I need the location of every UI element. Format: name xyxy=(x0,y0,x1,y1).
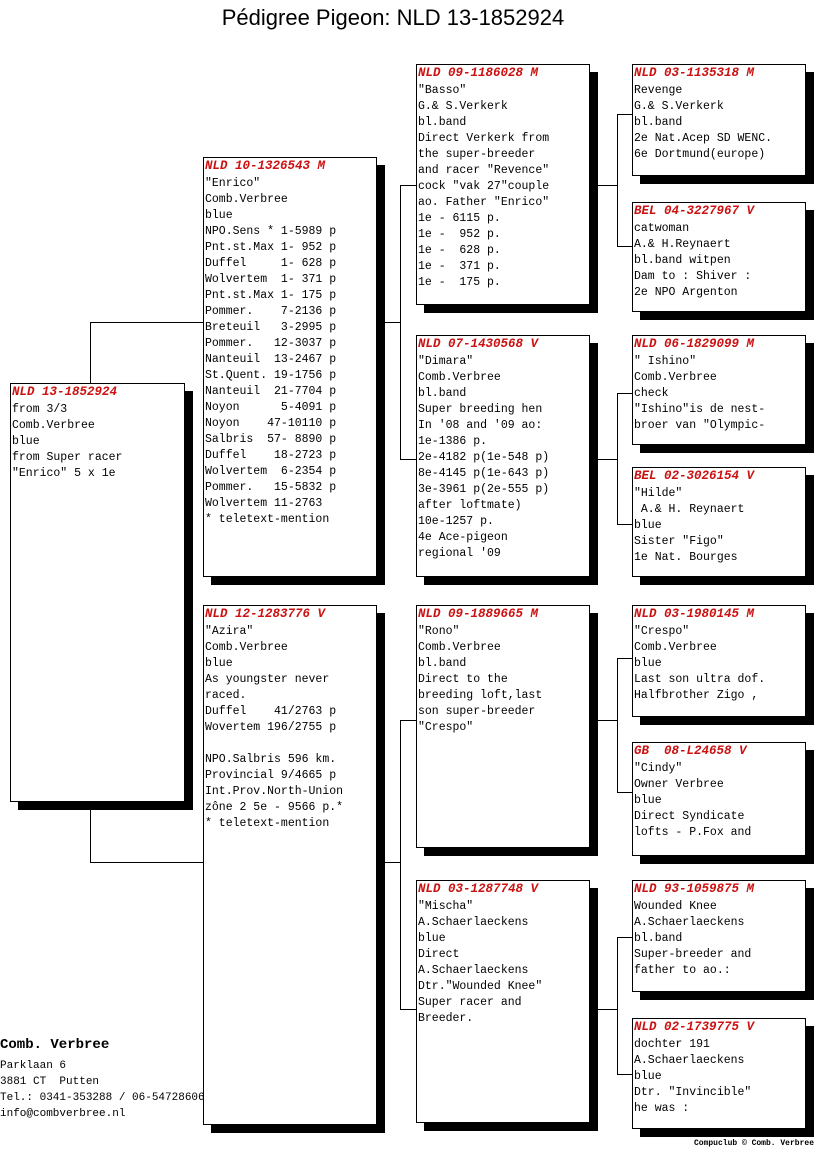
card-line: the super-breeder xyxy=(418,148,536,161)
card-line: Comb.Verbree xyxy=(205,641,288,654)
card-line: Comb.Verbree xyxy=(12,419,95,432)
card-line: Dam to : Shiver : xyxy=(634,270,752,283)
card-line: Dtr. "Invincible" xyxy=(634,1086,752,1099)
connector-line xyxy=(90,810,91,863)
card-line: Breeder. xyxy=(418,1012,474,1025)
card-line: Pnt.st.Max 1- 175 p xyxy=(205,289,337,302)
card-line: 1e Nat. Bourges xyxy=(634,551,738,564)
connector-line xyxy=(598,185,617,186)
card-line: A.& H.Reynaert xyxy=(634,238,731,251)
card-line: bl.band xyxy=(634,116,683,129)
phone-line: Tel.: 0341-353288 / 06-54728606 xyxy=(0,1092,205,1104)
card-line: "Crespo" xyxy=(418,721,474,734)
card-line: "Enrico" xyxy=(205,177,261,190)
card-line: Pommer. 15-5832 p xyxy=(205,481,337,494)
card-line: Super-breeder and xyxy=(634,948,752,961)
pigeon-card-dam-dam xyxy=(416,880,590,1123)
ring-number: NLD 10-1326543 M xyxy=(205,159,326,173)
card-line: "Crespo" xyxy=(634,625,690,638)
card-line: Noyon 5-4091 p xyxy=(205,401,337,414)
pigeon-card-sire xyxy=(203,157,377,577)
pigeon-card-dam-sire xyxy=(416,605,590,848)
ring-number: NLD 09-1889665 M xyxy=(418,607,539,621)
connector-line xyxy=(617,792,633,793)
connector-line xyxy=(400,1009,417,1010)
card-line: Noyon 47-10110 p xyxy=(205,417,337,430)
card-line xyxy=(205,736,376,752)
card-line: Owner Verbree xyxy=(634,778,724,791)
card-line: zône 2 5e - 9566 p.* xyxy=(205,801,344,814)
card-line: 1e - 952 p. xyxy=(418,228,501,241)
card-line: "Dimara" xyxy=(418,355,474,368)
card-line: Halfbrother Zigo , xyxy=(634,689,759,702)
pigeon-card-sire-dam-dam xyxy=(632,467,806,577)
ring-number: NLD 13-1852924 xyxy=(12,385,118,399)
owner-address xyxy=(0,1036,205,1122)
card-line: G.& S.Verkerk xyxy=(634,100,724,113)
card-line: and racer "Revence" xyxy=(418,164,550,177)
card-line: Comb.Verbree xyxy=(634,371,717,384)
card-line: from Super racer xyxy=(12,451,123,464)
pigeon-card-subject xyxy=(10,383,185,802)
card-line: 3e-3961 p(2e-555 p) xyxy=(418,483,550,496)
card-line: ao. Father "Enrico" xyxy=(418,196,550,209)
pigeon-card-dam-sire-sire xyxy=(632,605,806,717)
card-line: Direct Verkerk from xyxy=(418,132,550,145)
connector-line xyxy=(598,720,617,721)
connector-line xyxy=(400,720,417,721)
pigeon-card-dam-sire-dam xyxy=(632,742,806,856)
card-line: Nanteuil 13-2467 p xyxy=(205,353,337,366)
card-line: Super racer and xyxy=(418,996,522,1009)
card-line: broer van "Olympic- xyxy=(634,419,766,432)
card-line: Wolvertem 6-2354 p xyxy=(205,465,337,478)
card-line: Comb.Verbree xyxy=(205,193,288,206)
card-line: Comb.Verbree xyxy=(418,371,501,384)
card-line: bl.band xyxy=(418,387,467,400)
card-line: Dtr."Wounded Knee" xyxy=(418,980,543,993)
card-line: Revenge xyxy=(634,84,683,97)
card-line: Direct to the xyxy=(418,673,508,686)
connector-line xyxy=(617,114,618,247)
card-line: breeding loft,last xyxy=(418,689,543,702)
card-line: blue xyxy=(418,932,446,945)
card-line: Direct xyxy=(418,948,460,961)
connector-line xyxy=(598,1009,617,1010)
card-line: Provincial 9/4665 p xyxy=(205,769,337,782)
card-line: 4e Ace-pigeon xyxy=(418,531,508,544)
card-line: 1e - 175 p. xyxy=(418,276,501,289)
card-line: A.& H. Reynaert xyxy=(634,503,745,516)
connector-line xyxy=(617,658,633,659)
ring-number: NLD 02-1739775 V xyxy=(634,1020,755,1034)
card-line: 8e-4145 p(1e-643 p) xyxy=(418,467,550,480)
connector-line xyxy=(617,246,633,247)
card-line: regional '09 xyxy=(418,547,501,560)
card-line: Wounded Knee xyxy=(634,900,717,913)
card-line: after loftmate) xyxy=(418,499,522,512)
card-line: 1e-1386 p. xyxy=(418,435,488,448)
card-line: Pommer. 7-2136 p xyxy=(205,305,337,318)
email-line: info@combverbree.nl xyxy=(0,1108,126,1120)
connector-line xyxy=(90,322,204,323)
pigeon-card-sire-dam xyxy=(416,335,590,577)
card-line: NPO.Salbris 596 km. xyxy=(205,753,337,766)
card-line: 10e-1257 p. xyxy=(418,515,494,528)
card-line: "Mischa" xyxy=(418,900,474,913)
card-line: A.Schaerlaeckens xyxy=(418,964,529,977)
card-line: Super breeding hen xyxy=(418,403,543,416)
card-line: blue xyxy=(634,794,662,807)
card-line: bl.band witpen xyxy=(634,254,731,267)
connector-line xyxy=(617,524,633,525)
connector-line xyxy=(384,322,401,323)
card-line: son super-breeder xyxy=(418,705,536,718)
ring-number: NLD 03-1287748 V xyxy=(418,882,539,896)
ring-number: BEL 02-3026154 V xyxy=(634,469,755,483)
pigeon-card-dam-dam-dam xyxy=(632,1018,806,1129)
card-line: father to ao.: xyxy=(634,964,731,977)
connector-line xyxy=(400,720,401,1010)
card-line: Duffel 41/2763 p xyxy=(205,705,337,718)
card-line: "Cindy" xyxy=(634,762,683,775)
ring-number: NLD 12-1283776 V xyxy=(205,607,326,621)
card-line: A.Schaerlaeckens xyxy=(634,1054,745,1067)
card-line: bl.band xyxy=(418,657,467,670)
card-line: * teletext-mention xyxy=(205,817,330,830)
pigeon-card-dam-dam-sire xyxy=(632,880,806,992)
card-line: Duffel 18-2723 p xyxy=(205,449,337,462)
card-line: 2e-4182 p(1e-548 p) xyxy=(418,451,550,464)
ring-number: NLD 93-1059875 M xyxy=(634,882,755,896)
card-line: A.Schaerlaeckens xyxy=(418,916,529,929)
card-line: "Enrico" 5 x 1e xyxy=(12,467,116,480)
card-line: Wolvertem 11-2763 xyxy=(205,497,323,510)
pigeon-card-sire-dam-sire xyxy=(632,335,806,445)
card-line: bl.band xyxy=(418,116,467,129)
card-line: blue xyxy=(634,519,662,532)
card-line: blue xyxy=(634,657,662,670)
card-line: "Rono" xyxy=(418,625,460,638)
card-line: 6e Dortmund(europe) xyxy=(634,148,766,161)
ring-number: NLD 03-1135318 M xyxy=(634,66,755,80)
card-line: " Ishino" xyxy=(634,355,697,368)
page-title: Pédigree Pigeon: NLD 13-1852924 xyxy=(221,5,565,30)
card-line: check xyxy=(634,387,669,400)
card-line: Nanteuil 21-7704 p xyxy=(205,385,337,398)
card-line: "Basso" xyxy=(418,84,467,97)
card-line: St.Quent. 19-1756 p xyxy=(205,369,337,382)
card-line: 2e Nat.Acep SD WENC. xyxy=(634,132,773,145)
ring-number: NLD 09-1186028 M xyxy=(418,66,539,80)
card-line: A.Schaerlaeckens xyxy=(634,916,745,929)
card-line: "Hilde" xyxy=(634,487,683,500)
card-line: Direct Syndicate xyxy=(634,810,745,823)
card-line: 1e - 628 p. xyxy=(418,244,501,257)
pigeon-card-sire-sire-sire xyxy=(632,64,806,176)
card-line: "Azira" xyxy=(205,625,254,638)
card-line: Int.Prov.North-Union xyxy=(205,785,344,798)
card-line: bl.band xyxy=(634,932,683,945)
card-line: blue xyxy=(205,209,233,222)
ring-number: NLD 07-1430568 V xyxy=(418,337,539,351)
card-line: blue xyxy=(205,657,233,670)
card-line: Pommer. 12-3037 p xyxy=(205,337,337,350)
card-line: Last son ultra dof. xyxy=(634,673,766,686)
ring-number: NLD 06-1829099 M xyxy=(634,337,755,351)
card-line: 1e - 371 p. xyxy=(418,260,501,273)
card-line: As youngster never xyxy=(205,673,330,686)
card-line: catwoman xyxy=(634,222,690,235)
address-line: 3881 CT Putten xyxy=(0,1076,100,1088)
card-line: Wolvertem 1- 371 p xyxy=(205,273,337,286)
connector-line xyxy=(400,185,417,186)
connector-line xyxy=(617,937,618,1075)
card-line: dochter 191 xyxy=(634,1038,710,1051)
ring-number: NLD 03-1980145 M xyxy=(634,607,755,621)
pigeon-card-sire-sire-dam xyxy=(632,202,806,312)
card-line: Salbris 57- 8890 p xyxy=(205,433,337,446)
card-line: * teletext-mention xyxy=(205,513,330,526)
card-line: blue xyxy=(634,1070,662,1083)
card-line: 2e NPO Argenton xyxy=(634,286,738,299)
connector-line xyxy=(90,862,204,863)
card-line: Comb.Verbree xyxy=(418,641,501,654)
card-line: from 3/3 xyxy=(12,403,68,416)
connector-line xyxy=(598,459,617,460)
card-line: 1e - 6115 p. xyxy=(418,212,501,225)
card-line: lofts - P.Fox and xyxy=(634,826,752,839)
connector-line xyxy=(617,114,633,115)
connector-line xyxy=(400,185,401,460)
card-line: Breteuil 3-2995 p xyxy=(205,321,337,334)
connector-line xyxy=(617,937,633,938)
card-line: "Ishino"is de nest- xyxy=(634,403,766,416)
connector-line xyxy=(400,459,417,460)
card-line: cock "vak 27"couple xyxy=(418,180,550,193)
connector-line xyxy=(90,322,91,383)
card-line: raced. xyxy=(205,689,247,702)
card-line: he was : xyxy=(634,1102,690,1115)
card-line: blue xyxy=(12,435,40,448)
card-line: Pnt.st.Max 1- 952 p xyxy=(205,241,337,254)
connector-line xyxy=(384,862,401,863)
ring-number: BEL 04-3227967 V xyxy=(634,204,755,218)
card-line: NPO.Sens * 1-5989 p xyxy=(205,225,337,238)
card-line: Sister "Figo" xyxy=(634,535,724,548)
footer-credit: Compuclub © Comb. Verbree xyxy=(693,1139,814,1148)
pigeon-card-dam xyxy=(203,605,377,1125)
owner-name: Comb. Verbree xyxy=(0,1037,110,1053)
ring-number: GB 08-L24658 V xyxy=(634,744,747,758)
card-line: G.& S.Verkerk xyxy=(418,100,508,113)
address-line: Parklaan 6 xyxy=(0,1060,67,1072)
connector-line xyxy=(617,393,633,394)
connector-line xyxy=(617,393,618,525)
card-line: Wovertem 196/2755 p xyxy=(205,721,337,734)
connector-line xyxy=(617,658,618,793)
card-line: Duffel 1- 628 p xyxy=(205,257,337,270)
pigeon-card-sire-sire xyxy=(416,64,590,305)
card-line: In '08 and '09 ao: xyxy=(418,419,543,432)
connector-line xyxy=(617,1074,633,1075)
card-line: Comb.Verbree xyxy=(634,641,717,654)
